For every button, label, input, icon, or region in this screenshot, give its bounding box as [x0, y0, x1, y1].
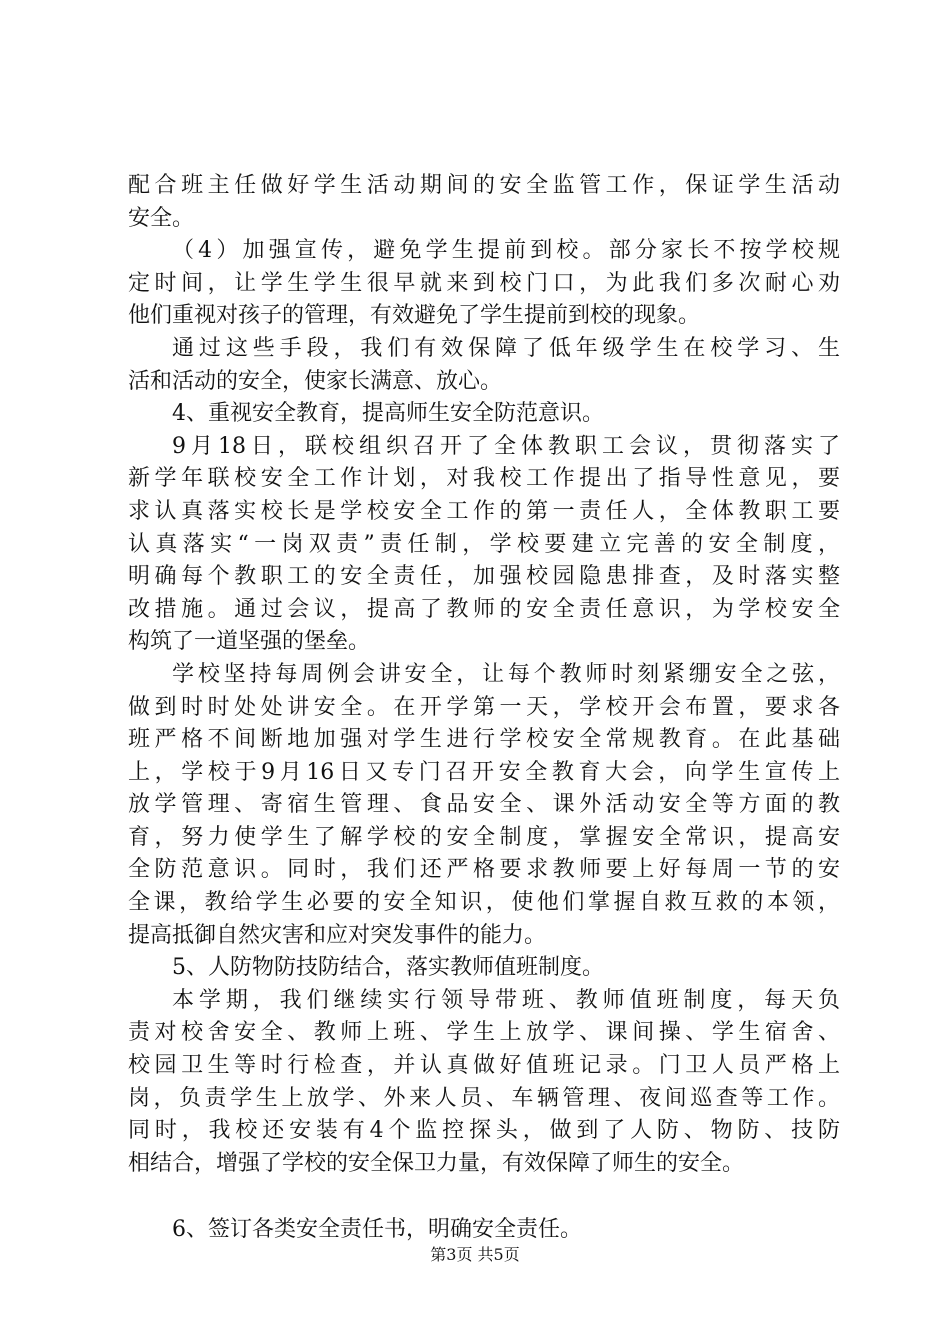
text-line: 活和活动的安全，使家长满意、放心。: [128, 368, 503, 394]
text-line: 班严格不间断地加强对学生进行学校安全常规教育。在此基础: [128, 727, 840, 753]
text-line: 5、人防物防技防结合，落实教师值班制度。: [172, 955, 604, 981]
text-line: 责对校舍安全、教师上班、学生上放学、课间操、学生宿舍、: [128, 1020, 840, 1046]
text-line: 相结合，增强了学校的安全保卫力量，有效保障了师生的安全。: [128, 1150, 745, 1176]
section-heading: 6、签订各类安全责任书，明确安全责任。: [172, 1217, 582, 1243]
text-line: 通过这些手段，我们有效保障了低年级学生在校学习、生: [172, 335, 840, 361]
text-line: 新学年联校安全工作计划，对我校工作提出了指导性意见，要: [128, 466, 840, 492]
text-line: 做到时时处处讲安全。在开学第一天，学校开会布置，要求各: [128, 694, 840, 720]
text-line: 他们重视对孩子的管理，有效避免了学生提前到校的现象。: [128, 303, 701, 329]
text-line: 提高抵御自然灾害和应对突发事件的能力。: [128, 922, 547, 948]
text-line: 放学管理、寄宿生管理、食品安全、课外活动安全等方面的教: [128, 792, 840, 818]
text-line: 9月18日，联校组织召开了全体教职工会议，贯彻落实了: [172, 433, 840, 459]
text-line: 校园卫生等时行检查，并认真做好值班记录。门卫人员严格上: [128, 1053, 840, 1079]
document-body: [128, 170, 840, 1247]
text-line: 上，学校于9月16日又专门召开安全教育大会，向学生宣传上: [128, 759, 840, 785]
text-line: 全课，教给学生必要的安全知识，使他们掌握自救互救的本领，: [128, 890, 840, 916]
text-line: 定时间，让学生学生很早就来到校门口，为此我们多次耐心劝: [128, 270, 840, 296]
paragraph-gap: [128, 1180, 840, 1214]
text-line: 全防范意识。同时，我们还严格要求教师要上好每周一节的安: [128, 857, 840, 883]
text-line: 安全。: [128, 205, 195, 231]
text-line: 求认真落实校长是学校安全工作的第一责任人，全体教职工要: [128, 498, 840, 524]
text-line: 明确每个教职工的安全责任，加强校园隐患排查，及时落实整: [128, 564, 840, 590]
text-line: 育，努力使学生了解学校的安全制度，掌握安全常识，提高安: [128, 824, 840, 850]
text-line: 认真落实“一岗双责”责任制，学校要建立完善的安全制度，: [128, 531, 840, 557]
text-line: 构筑了一道坚强的堡垒。: [128, 629, 371, 655]
text-line: 4、重视安全教育，提高师生安全防范意识。: [172, 401, 604, 427]
text-line: 岗，负责学生上放学、外来人员、车辆管理、夜间巡查等工作。: [128, 1085, 840, 1111]
text-line: 配合班主任做好学生活动期间的安全监管工作，保证学生活动: [128, 173, 840, 198]
text-line: 学校坚持每周例会讲安全，让每个教师时刻紧绷安全之弦，: [172, 661, 840, 687]
text-line: 改措施。通过会议，提高了教师的安全责任意识，为学校安全: [128, 596, 840, 622]
text-line: 同时，我校还安装有4个监控探头，做到了人防、物防、技防: [128, 1118, 840, 1144]
text-line: 本学期，我们继续实行领导带班、教师值班制度，每天负: [172, 987, 840, 1013]
text-line: （4）加强宣传，避免学生提前到校。部分家长不按学校规: [172, 238, 840, 264]
page-footer: 第3页 共5页: [430, 1245, 520, 1264]
